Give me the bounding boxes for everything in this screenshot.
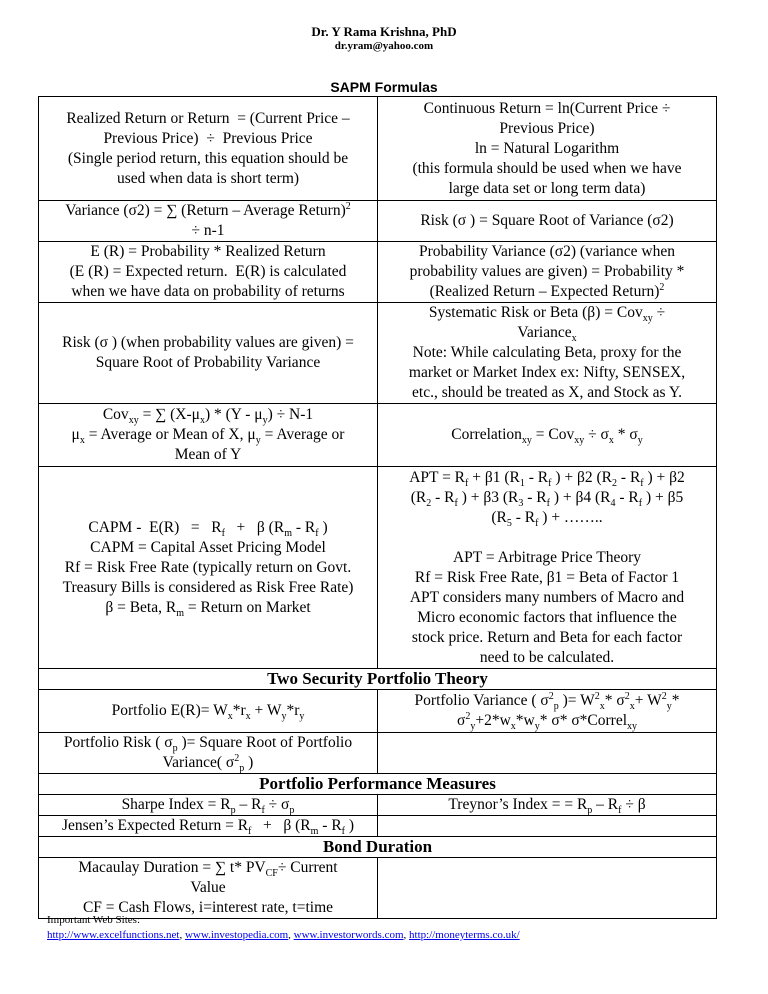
beta-cell: Systematic Risk or Beta (β) = Cov$_{xy}$ ÷ Variance$_x$ Note: While calculating Beta, proxy for the market or Market Index ex: Nifty, SENSEX, etc., should be treated as X, and Stock as Y. [378,303,717,404]
link-separator: , [179,929,185,941]
macaulay-cell: Macaulay Duration = ∑ t* $PV_{CF}\div$ Current Value CF = Cash Flows, i=interest rate, t=time [39,858,378,919]
continuous-return-cell: Continuous Return = ln(Current Price ÷ Previous Price) ln = Natural Logarithm (this formula should be used when we have large data set or long term data) [378,97,717,201]
covariance-cell: Cov$_{xy}$ = ∑ $(X-\mu_x) * (Y - \mu_y) \div N-1$ $\mu_x$ = Average or Mean of X, $\mu_y$ = Average or Mean of Y [39,404,378,467]
link-investorwords[interactable]: www.investorwords.com [293,929,404,941]
link-excelfunctions[interactable]: http://www.excelfunctions.net [47,929,180,941]
table-row [39,774,717,795]
table-row [39,837,717,858]
table-row [39,733,717,774]
link-moneyterms[interactable]: http://moneyterms.co.uk/ [409,929,520,941]
table-row [39,816,717,837]
apt-cell: APT = $R_f + \beta 1$ ($R_1 - R_f$ ) + β2 ($R_2 - R_f$ ) + β2 ($R_2 - R_f$ ) + β3 ($R_3 - R_f$ ) + β4 ($R_4 - R_f$ ) + β5 ($R_5 - R_f$ ) + …….. APT = Arbitrage Price Theory Rf = Risk Free Rate, β1 = Beta of Factor 1 APT considers many numbers of Macro and Micro economic factors that influence the stock price. Return and Beta for each factor need to be calculated. [378,467,717,669]
probability-risk-cell: Risk (σ ) (when probability values are given) = Square Root of Probability Variance [39,303,378,404]
table-row [39,690,717,733]
jensen-cell: Jensen’s Expected Return = $R_f + \beta$ ($R_m - R_f$ ) [39,816,378,837]
table-row [39,669,717,690]
footer-label: Important Web Sites: [47,914,141,926]
section-two-security: Two Security Portfolio Theory [39,669,717,690]
risk-cell: Risk (σ ) = Square Root of Variance (σ2) [378,201,717,242]
table-row [39,201,717,242]
section-bond: Bond Duration [39,837,717,858]
correlation-cell: Correlation$_{xy}$ = $Cov_{xy} \div \sigma_x * \sigma_y$ [378,404,717,467]
table-row [39,795,717,816]
link-separator: , [403,929,410,941]
sharpe-cell: Sharpe Index = $R_p - R_f \div \sigma_p$ [39,795,378,816]
link-separator: , [288,929,294,941]
treynor-cell: Treynor’s Index = = $R_p - R_f \div \beta$ [378,795,717,816]
section-performance: Portfolio Performance Measures [39,774,717,795]
table-row [39,303,717,404]
author-email: dr.yram@yahoo.com [334,40,434,52]
table-row [39,858,717,919]
portfolio-variance-cell: Portfolio Variance ( $\sigma^2_p$ )= $W^2_x*$ $\sigma^2_x+ W^2_y*$ $\sigma^2_y+2*w_x*w_y*$ σ* σ*Correl$_{xy}$ [378,690,717,733]
empty-cell [378,816,717,837]
capm-cell: CAPM - $E(R) = R_f + \beta$ ($R_m - R_f$ ) CAPM = Capital Asset Pricing Model Rf = Risk Free Rate (typically return on Govt. Treasury Bills is considered as Risk Free Rate) β = Beta, $R_m$ = Return on Market [39,467,378,669]
realized-return-cell: Realized Return or Return = (Current Price – Previous Price) ÷ Previous Price (Single period return, this equation should be used when data is short term) [39,97,378,201]
portfolio-risk-cell: Portfolio Risk ( $\sigma_p$ )= Square Root of Portfolio Variance( $\sigma^2_p$ ) [39,733,378,774]
footer-links [47,929,520,941]
probability-variance-cell: Probability Variance (σ2) (variance when probability values are given) = Probability * (Realized Return – Expected Return)$^2$ [378,242,717,303]
expected-return-cell: E (R) = Probability * Realized Return (E (R) = Expected return. E(R) is calculated when we have data on probability of returns [39,242,378,303]
page-title: SAPM Formulas [330,79,438,95]
empty-cell [378,858,717,919]
table-row [39,404,717,467]
table-row [39,97,717,201]
author-name: Dr. Y Rama Krishna, PhD [311,24,457,39]
variance-cell: Variance (σ2) = ∑ (Return – Average Return)$^2$ ÷ n-1 [39,201,378,242]
link-investopedia[interactable]: www.investopedia.com [184,929,289,941]
table-row [39,467,717,669]
empty-cell [378,733,717,774]
table-row [39,242,717,303]
formula-table [38,96,717,919]
portfolio-return-cell: Portfolio $E(R)= W_x*r_x + W_y*r_y$ [39,690,378,733]
